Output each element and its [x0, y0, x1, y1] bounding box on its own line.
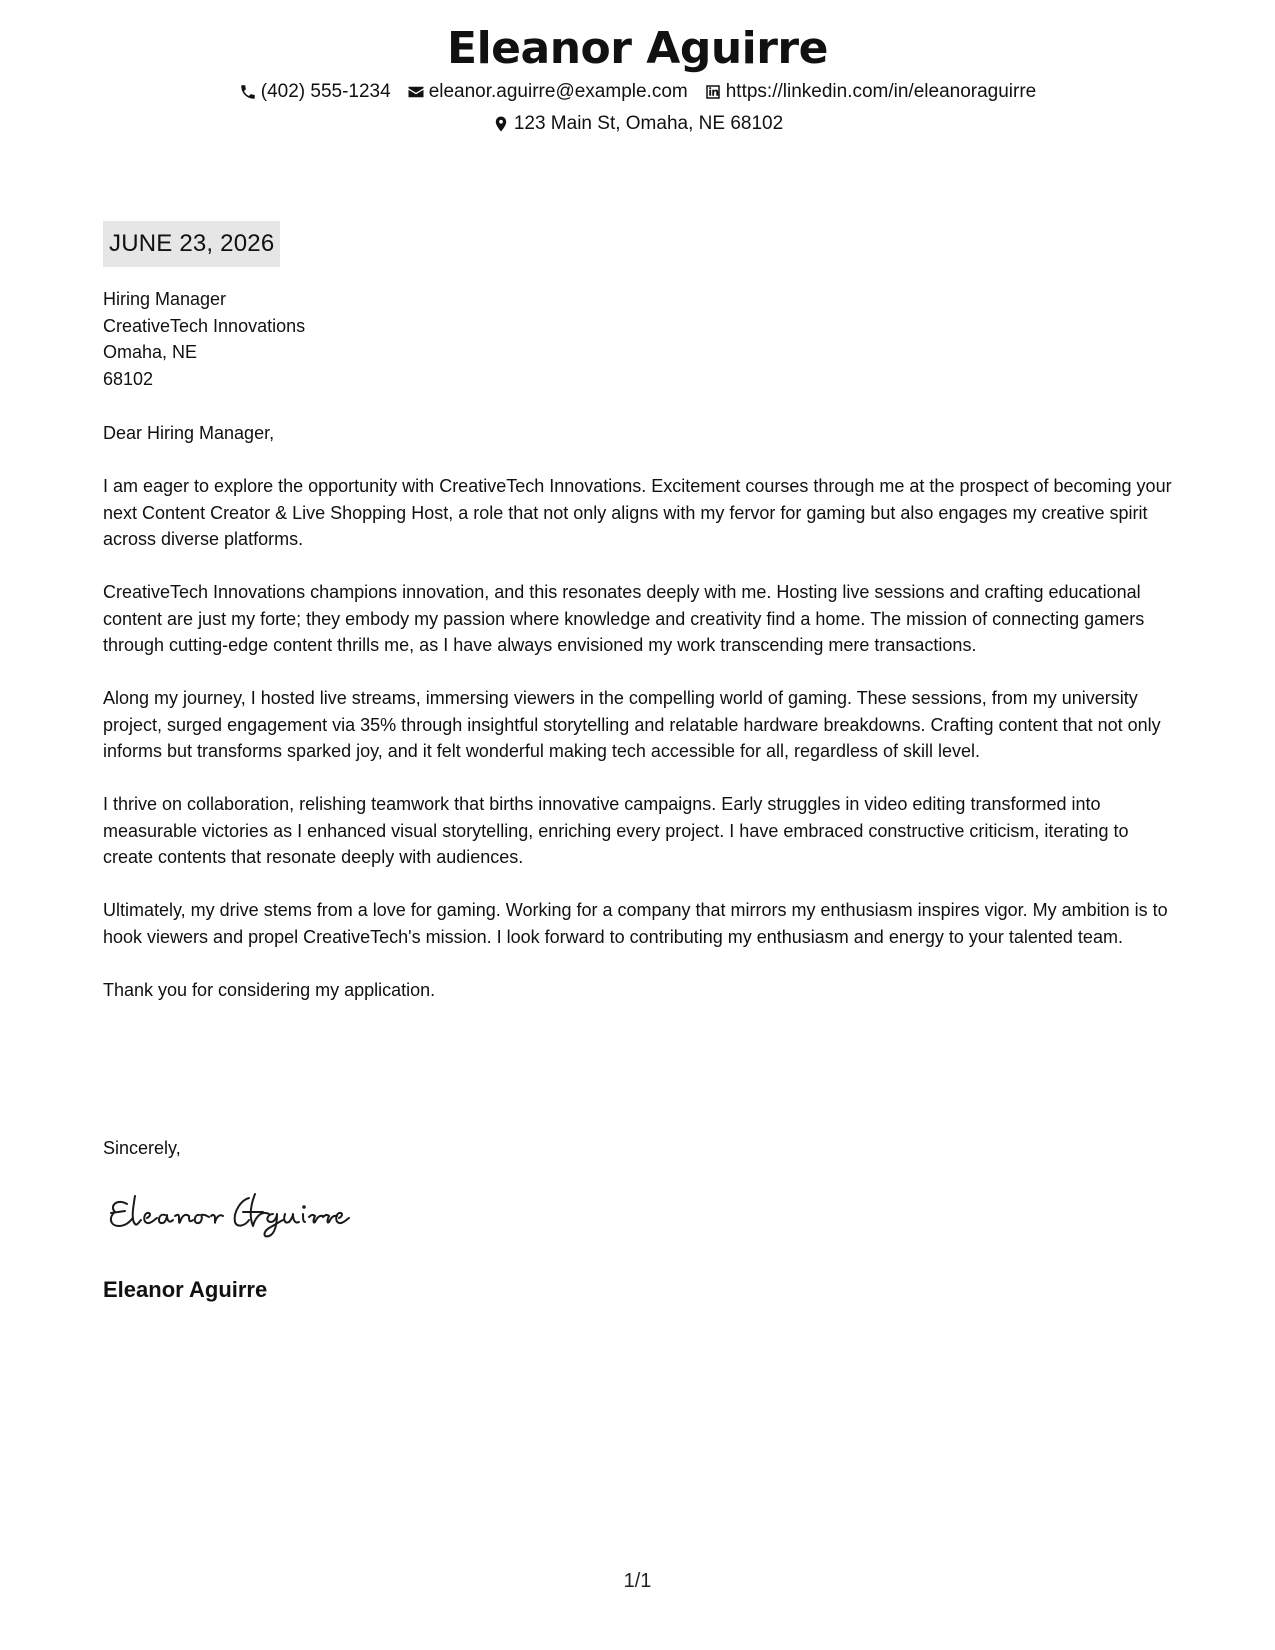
email-contact	[407, 80, 688, 104]
letter-body	[103, 473, 1173, 1030]
closing: Sincerely,	[103, 1138, 181, 1158]
email-address: eleanor.aguirre@example.com	[428, 81, 688, 102]
recipient-block	[103, 286, 1173, 392]
handwritten-signature	[103, 1182, 373, 1242]
body-paragraph: CreativeTech Innovations champions innovation, and this resonates deeply with me. Hosting live sessions and crafting educational content are just my forte; they embody my passion where knowledge and creativity find a home. The mission of connecting gamers through cutting-edge content thrills me, as I have always envisioned my work transcending mere transactions.	[103, 582, 1145, 655]
signed-name: Eleanor Aguirre	[103, 1277, 268, 1302]
address-row	[0, 112, 1275, 136]
envelope-icon	[407, 83, 425, 101]
recipient-title: Hiring Manager	[103, 289, 227, 309]
letter-date: JUNE 23, 2026	[103, 221, 280, 267]
salutation: Dear Hiring Manager,	[103, 423, 275, 443]
body-paragraph: Ultimately, my drive stems from a love for gaming. Working for a company that mirrors my enthusiasm inspires vigor. My ambition is to hook viewers and propel CreativeTech's mission. I look forward to contributing my enthusiasm and energy to your talented team.	[103, 900, 1168, 947]
body-paragraph: Along my journey, I hosted live streams, immersing viewers in the compelling world of gaming. These sessions, from my university project, surged engagement via 35% through insightful storytelling and relatable hardware breakdowns. Crafting content that not only informs but transforms sparked joy, and it felt wonderful making tech accessible for all, regardless of skill level.	[103, 688, 1161, 761]
recipient-company: CreativeTech Innovations	[103, 315, 306, 336]
phone-icon	[239, 83, 257, 101]
recipient-zip: 68102	[103, 368, 154, 389]
phone-contact	[239, 80, 391, 104]
street-address: 123 Main St, Omaha, NE 68102	[513, 113, 784, 134]
applicant-name: Eleanor Aguirre	[447, 23, 828, 74]
contact-info	[0, 80, 1275, 104]
address-contact	[492, 112, 783, 136]
linkedin-url: https://linkedin.com/in/eleanoraguirre	[725, 81, 1037, 102]
linkedin-contact	[704, 80, 1037, 104]
map-marker-icon	[492, 115, 510, 133]
linkedin-icon	[704, 83, 722, 101]
recipient-city-state: Omaha, NE	[103, 342, 198, 362]
body-paragraph: I thrive on collaboration, relishing teamwork that births innovative campaigns. Early struggles in video editing transformed into measurable victories as I enhanced visual storytelling, enriching every project. I have embraced constructive criticism, iterating to create contents that resonate deeply with audiences.	[103, 794, 1129, 867]
page-number: 1/1	[623, 1570, 652, 1592]
phone-number: (402) 555-1234	[260, 81, 391, 102]
body-paragraph: I am eager to explore the opportunity with CreativeTech Innovations. Excitement courses through me at the prospect of becoming your next Content Creator & Live Shopping Host, a role that not only aligns with my fervor for gaming but also engages my creative spirit across diverse platforms.	[103, 476, 1172, 549]
body-paragraph: Thank you for considering my application.	[103, 979, 436, 1000]
